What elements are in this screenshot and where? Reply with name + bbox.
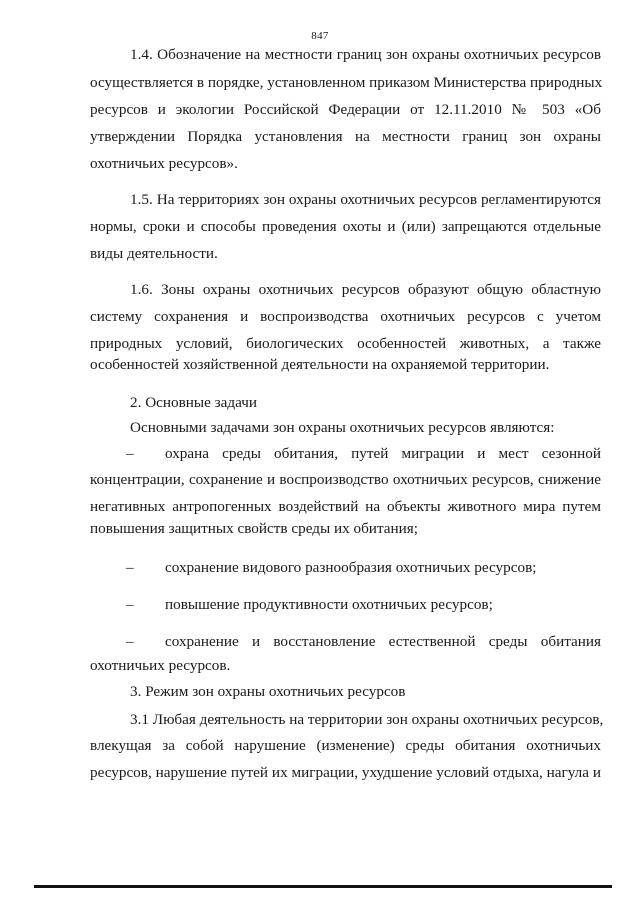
bullet-4-line-2: охотничьих ресурсов. [90,657,231,674]
para-1-4-line-5: охотничьих ресурсов». [90,155,238,172]
para-1-6-line-1: 1.6. Зоны охраны охотничьих ресурсов образуют общую областную [130,281,601,298]
para-1-5-line-2: нормы, сроки и способы проведения охоты и (или) запрещаются отдельные [90,218,601,235]
section-2-intro: Основными задачами зон охраны охотничьих ресурсов являются: [130,419,555,436]
para-3-1-line-3: ресурсов, нарушение путей их миграции, ухудшение условий отдыха, нагула и [90,764,601,781]
bullet-1-line-3: негативных антропогенных воздействий на объекты животного мира путем [90,498,601,515]
para-1-4-line-2: осуществляется в порядке, установленном приказом Министерства природных [90,74,603,91]
bullet-1-line-1: охрана среды обитания, путей миграции и мест сезонной [165,445,601,462]
page-number: 847 [311,30,329,42]
section-3-heading: 3. Режим зон охраны охотничьих ресурсов [130,683,406,700]
para-1-4-line-4: утверждении Порядка установления на местности границ зон охраны [90,128,601,145]
para-1-5-line-3: виды деятельности. [90,245,218,262]
para-1-4-line-3: ресурсов и экологии Российской Федерации от 12.11.2010 № 503 «Об [90,101,601,118]
bullet-dash-1: – [126,445,134,462]
bullet-dash-4: – [126,633,134,650]
para-1-5-line-1: 1.5. На территориях зон охраны охотничьих ресурсов регламентируются [130,191,601,208]
bullet-dash-2: – [126,559,134,576]
para-1-6-line-3: природных условий, биологических особенностей животных, а также [90,335,601,352]
para-1-6-line-4: особенностей хозяйственной деятельности на охраняемой территории. [90,356,550,373]
bullet-2-text: сохранение видового разнообразия охотничьих ресурсов; [165,559,537,576]
bullet-dash-3: – [126,596,134,613]
bullet-1-line-2: концентрации, сохранение и воспроизводство охотничьих ресурсов, снижение [90,471,601,488]
bullet-3-text: повышение продуктивности охотничьих ресурсов; [165,596,493,613]
para-3-1-line-1: 3.1 Любая деятельность на территории зон охраны охотничьих ресурсов, [130,711,604,728]
para-1-4-line-1: 1.4. Обозначение на местности границ зон охраны охотничьих ресурсов [130,46,601,63]
para-3-1-line-2: влекущая за собой нарушение (изменение) среды обитания охотничьих [90,737,601,754]
bottom-rule [34,885,612,888]
bullet-4-line-1: сохранение и восстановление естественной среды обитания [165,633,601,650]
bullet-1-line-4: повышения защитных свойств среды их обитания; [90,520,418,537]
para-1-6-line-2: систему сохранения и воспроизводства охотничьих ресурсов с учетом [90,308,601,325]
section-2-heading: 2. Основные задачи [130,394,258,411]
